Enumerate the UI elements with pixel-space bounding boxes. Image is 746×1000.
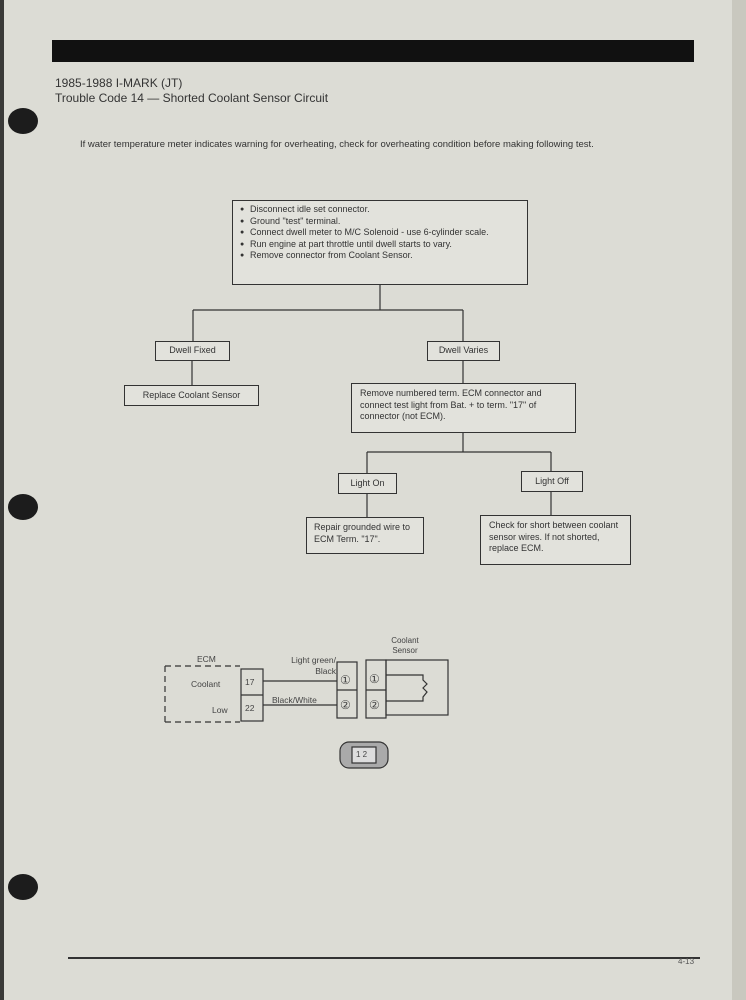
sensor-terminal-2: ② (369, 698, 380, 712)
page-number: 4-13 (678, 957, 695, 966)
step: ● Remove connector from Coolant Sensor. (250, 250, 521, 262)
model-heading: 1985-1988 I-MARK (JT) (55, 76, 183, 90)
step: ● Ground "test" terminal. (250, 216, 521, 228)
light-on-box: Light On (338, 473, 397, 494)
footer-rule (68, 957, 700, 959)
coolant-pin-label: Coolant (191, 679, 221, 689)
check-short-box: Check for short between coolant sensor wires. If not shorted, replace ECM. (480, 515, 631, 565)
terminal-2: ② (340, 698, 351, 712)
intro-text: If water temperature meter indicates warning for overheating, check for overheating condition before making following test. (80, 139, 594, 150)
sensor-terminal-1: ① (369, 672, 380, 686)
start-steps-box (232, 200, 528, 285)
ecm-label: ECM (197, 654, 216, 664)
terminal-1: ① (340, 673, 351, 687)
replace-sensor-box: Replace Coolant Sensor (124, 385, 259, 406)
step: ● Run engine at part throttle until dwell starts to vary. (250, 239, 521, 251)
connector-pins: 1 2 (356, 750, 368, 759)
pin-17: 17 (245, 677, 255, 687)
low-pin-label: Low (212, 705, 228, 715)
dwell-fixed-box: Dwell Fixed (155, 341, 230, 361)
pin-22: 22 (245, 703, 255, 713)
coolant-sensor-label: Coolant Sensor (391, 636, 419, 655)
step: ● Connect dwell meter to M/C Solenoid - use 6-cylinder scale. (250, 227, 521, 239)
page-title: Trouble Code 14 — Shorted Coolant Sensor Circuit (55, 91, 329, 105)
wire2-label: Black/White (272, 695, 317, 705)
repair-box: Repair grounded wire to ECM Term. "17". (306, 517, 424, 554)
step: ● Disconnect idle set connector. (250, 204, 521, 216)
light-off-box: Light Off (521, 471, 583, 492)
wire1-label: Light green/ Black (291, 655, 336, 676)
dwell-varies-box: Dwell Varies (427, 341, 500, 361)
remove-term-box: Remove numbered term. ECM connector and connect test light from Bat. + to term. "17" of connector (not ECM). (351, 383, 576, 433)
